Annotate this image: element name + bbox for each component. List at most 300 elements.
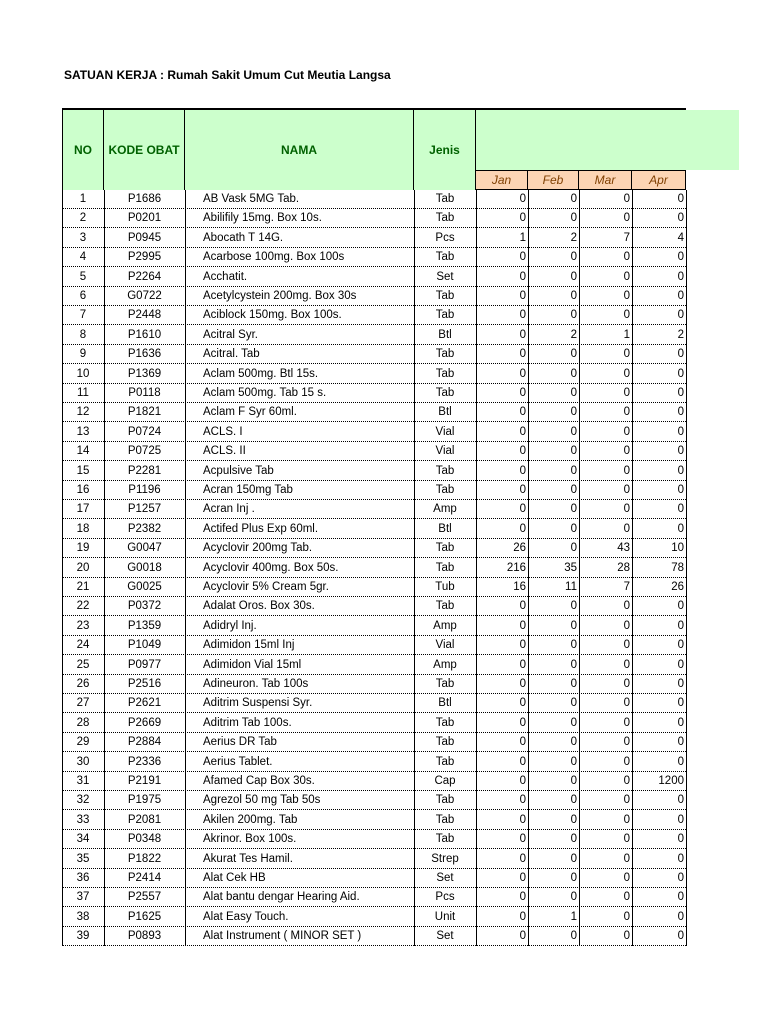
- row-jenis: Tab: [435, 542, 455, 555]
- row-nama: Adalat Oros. Box 30s.: [203, 600, 315, 613]
- row-jenis: Amp: [433, 658, 457, 671]
- row-no: 37: [76, 891, 90, 904]
- row-jenis: Tab: [435, 755, 455, 768]
- row-mar: 0: [623, 212, 630, 225]
- row-kode-obat: P1822: [127, 852, 162, 865]
- row-mar: 0: [623, 290, 630, 302]
- row-jan: 0: [519, 600, 526, 613]
- row-nama: Akurat Tes Hamil.: [203, 852, 293, 865]
- row-no: 13: [76, 425, 90, 438]
- row-kode-obat: P2382: [127, 522, 162, 535]
- row-no: 22: [76, 600, 90, 613]
- row-mar: 0: [623, 794, 630, 807]
- row-mar: 28: [617, 561, 630, 574]
- row-kode-obat: G0722: [127, 290, 162, 302]
- row-kode-obat: P2621: [127, 697, 162, 710]
- table-row: [62, 268, 686, 287]
- row-apr: 0: [677, 619, 684, 632]
- row-apr: 1200: [658, 775, 684, 787]
- row-jenis: Tab: [435, 387, 455, 399]
- row-kode-obat: P0348: [127, 833, 162, 846]
- month-apr: Apr: [632, 170, 686, 190]
- row-feb: 2: [570, 231, 577, 244]
- row-no: 15: [76, 464, 90, 477]
- row-apr: 0: [677, 910, 684, 923]
- row-jenis: Tab: [435, 678, 455, 690]
- row-jenis: Set: [436, 872, 454, 884]
- row-jan: 0: [519, 891, 526, 904]
- row-feb: 0: [570, 484, 577, 496]
- row-jenis: Btl: [438, 328, 452, 341]
- row-kode-obat: P2448: [127, 309, 162, 322]
- row-jan: 0: [519, 755, 526, 768]
- row-apr: 0: [677, 872, 684, 884]
- row-feb: 0: [570, 872, 577, 884]
- row-kode-obat: P2191: [127, 775, 162, 787]
- row-mar: 0: [623, 736, 630, 749]
- row-kode-obat: P1196: [128, 484, 161, 496]
- month-jan: Jan: [476, 170, 528, 190]
- row-nama: Acran 150mg Tab: [203, 484, 293, 496]
- row-jan: 0: [519, 387, 526, 399]
- row-feb: 0: [570, 697, 577, 710]
- row-jan: 0: [519, 484, 526, 496]
- row-jan: 26: [513, 542, 526, 555]
- row-feb: 0: [570, 736, 577, 749]
- table-row: [62, 694, 686, 713]
- row-apr: 2: [677, 328, 684, 341]
- row-no: 29: [76, 736, 90, 749]
- row-jan: 0: [519, 619, 526, 632]
- col-border: [686, 190, 687, 946]
- row-jan: 0: [519, 290, 526, 302]
- row-apr: 0: [677, 425, 684, 438]
- row-no: 17: [76, 503, 90, 516]
- row-no: 20: [76, 561, 90, 574]
- row-feb: 0: [570, 658, 577, 671]
- row-jenis: Amp: [433, 503, 457, 516]
- row-jenis: Tab: [435, 309, 455, 322]
- table-row: [62, 248, 686, 267]
- row-apr: 0: [677, 503, 684, 516]
- row-jan: 0: [519, 794, 526, 807]
- row-feb: 0: [570, 464, 577, 477]
- row-mar: 0: [623, 270, 630, 283]
- table-row: [62, 326, 686, 345]
- header-month-group: [476, 110, 739, 170]
- row-feb: 0: [570, 930, 577, 943]
- row-jan: 0: [519, 425, 526, 438]
- row-no: 10: [76, 367, 90, 380]
- row-mar: 0: [623, 503, 630, 516]
- row-mar: 0: [623, 406, 630, 419]
- row-mar: 0: [623, 484, 630, 496]
- row-kode-obat: P2336: [127, 755, 162, 768]
- row-mar: 1: [623, 328, 630, 341]
- table-row: [62, 365, 686, 384]
- row-nama: Akrinor. Box 100s.: [203, 833, 297, 846]
- row-nama: Afamed Cap Box 30s.: [203, 775, 315, 787]
- row-no: 3: [79, 231, 87, 244]
- row-no: 5: [79, 270, 87, 283]
- row-feb: 0: [570, 309, 577, 322]
- row-jan: 0: [519, 251, 526, 264]
- table-row: [62, 617, 686, 636]
- table-row: [62, 791, 686, 810]
- row-mar: 0: [623, 445, 630, 458]
- row-feb: 0: [570, 251, 577, 264]
- table-row: [62, 753, 686, 772]
- row-nama: Alat Cek HB: [203, 872, 266, 884]
- header-nama: NAMA: [185, 110, 414, 190]
- row-no: 27: [76, 697, 90, 710]
- row-feb: 0: [570, 619, 577, 632]
- header-kode-obat: KODE OBAT: [104, 110, 185, 190]
- row-mar: 0: [623, 619, 630, 632]
- table-row: [62, 714, 686, 733]
- row-no: 11: [77, 387, 89, 399]
- table-row: [62, 733, 686, 752]
- row-kode-obat: P2281: [127, 464, 162, 477]
- table-row: [62, 850, 686, 869]
- row-apr: 0: [677, 445, 684, 458]
- row-nama: ACLS. II: [203, 445, 246, 458]
- row-feb: 0: [570, 852, 577, 865]
- row-nama: Acetylcystein 200mg. Box 30s: [203, 290, 357, 302]
- row-nama: Acchatit.: [203, 270, 248, 283]
- row-jenis: Tab: [435, 193, 455, 205]
- row-jan: 0: [519, 503, 526, 516]
- row-no: 39: [76, 930, 90, 943]
- row-no: 35: [76, 852, 90, 865]
- row-jenis: Pcs: [435, 891, 455, 904]
- row-kode-obat: P0893: [127, 930, 162, 943]
- row-nama: Acitral. Tab: [203, 348, 260, 361]
- row-apr: 0: [677, 658, 684, 671]
- row-jan: 216: [506, 561, 526, 574]
- row-apr: 0: [677, 794, 684, 807]
- row-apr: 4: [677, 231, 684, 244]
- row-feb: 0: [570, 387, 577, 399]
- row-jenis: Tab: [435, 212, 455, 225]
- row-apr: 10: [671, 542, 684, 555]
- row-jenis: Tab: [435, 716, 455, 729]
- table-row: [62, 520, 686, 539]
- row-feb: 0: [570, 891, 577, 904]
- table-row: [62, 811, 686, 830]
- row-apr: 0: [677, 251, 684, 264]
- row-mar: 0: [623, 251, 630, 264]
- row-jenis: Tab: [435, 251, 455, 264]
- table-row: [62, 578, 686, 597]
- row-kode-obat: G0047: [127, 542, 162, 555]
- table-row: [62, 403, 686, 422]
- row-apr: 0: [677, 484, 684, 496]
- row-jan: 0: [519, 464, 526, 477]
- row-jenis: Strep: [431, 852, 459, 865]
- row-no: 8: [79, 328, 87, 341]
- row-nama: AB Vask 5MG Tab.: [203, 193, 300, 205]
- table-row: [62, 869, 686, 888]
- row-jan: 0: [519, 930, 526, 943]
- row-mar: 0: [623, 813, 630, 826]
- row-nama: Acyclovir 400mg. Box 50s.: [203, 561, 339, 574]
- row-apr: 0: [677, 348, 684, 361]
- row-mar: 0: [623, 522, 630, 535]
- row-jan: 0: [519, 193, 526, 205]
- row-jan: 0: [519, 212, 526, 225]
- row-apr: 0: [677, 716, 684, 729]
- row-feb: 0: [570, 775, 577, 787]
- table-row: [62, 423, 686, 442]
- row-jan: 0: [519, 813, 526, 826]
- row-nama: Acyclovir 5% Cream 5gr.: [203, 581, 329, 593]
- table-row: [62, 306, 686, 325]
- row-apr: 0: [677, 833, 684, 846]
- row-nama: Aditrim Suspensi Syr.: [203, 697, 313, 710]
- row-no: 31: [76, 775, 90, 787]
- row-no: 24: [76, 639, 90, 652]
- row-jenis: Set: [436, 930, 454, 943]
- row-nama: Agrezol 50 mg Tab 50s: [203, 794, 321, 807]
- row-nama: Alat bantu dengar Hearing Aid.: [203, 891, 360, 904]
- row-jenis: Vial: [435, 445, 455, 458]
- row-nama: Aclam 500mg. Tab 15 s.: [203, 387, 327, 399]
- row-feb: 0: [570, 639, 577, 652]
- row-mar: 0: [623, 852, 630, 865]
- row-kode-obat: P1359: [127, 619, 162, 632]
- table-row: [62, 908, 686, 927]
- row-jenis: Tab: [435, 600, 455, 613]
- row-no: 2: [79, 212, 87, 225]
- row-jan: 1: [519, 231, 526, 244]
- row-no: 16: [76, 484, 90, 496]
- row-kode-obat: P0945: [127, 231, 162, 244]
- table-row: [62, 888, 686, 907]
- row-nama: Acyclovir 200mg Tab.: [203, 542, 313, 555]
- row-mar: 7: [623, 231, 630, 244]
- row-kode-obat: P1049: [127, 639, 162, 652]
- row-jan: 0: [519, 639, 526, 652]
- row-kode-obat: P0118: [128, 387, 161, 399]
- row-feb: 0: [570, 522, 577, 535]
- row-mar: 0: [623, 755, 630, 768]
- row-no: 33: [76, 813, 90, 826]
- row-no: 6: [79, 290, 87, 302]
- table-row: [62, 209, 686, 228]
- row-jan: 0: [519, 406, 526, 419]
- row-mar: 0: [623, 658, 630, 671]
- row-nama: Adimidon 15ml Inj: [203, 639, 295, 652]
- row-mar: 0: [623, 678, 630, 690]
- row-feb: 0: [570, 678, 577, 690]
- month-mar: Mar: [579, 170, 632, 190]
- row-nama: Acarbose 100mg. Box 100s: [203, 251, 345, 264]
- row-no: 14: [76, 445, 90, 458]
- row-mar: 0: [623, 348, 630, 361]
- row-jan: 0: [519, 678, 526, 690]
- row-apr: 0: [677, 387, 684, 399]
- row-mar: 0: [623, 775, 630, 787]
- row-kode-obat: P1975: [127, 794, 162, 807]
- row-nama: Aclam F Syr 60ml.: [203, 406, 297, 419]
- row-apr: 0: [677, 270, 684, 283]
- row-apr: 0: [677, 678, 684, 690]
- row-nama: Aditrim Tab 100s.: [203, 716, 292, 729]
- row-feb: 0: [570, 445, 577, 458]
- row-jan: 0: [519, 775, 526, 787]
- row-feb: 0: [570, 406, 577, 419]
- row-feb: 0: [570, 813, 577, 826]
- row-apr: 0: [677, 406, 684, 419]
- row-jan: 0: [519, 872, 526, 884]
- row-jan: 0: [519, 736, 526, 749]
- row-mar: 0: [623, 872, 630, 884]
- row-kode-obat: P1821: [127, 406, 162, 419]
- table-row: [62, 772, 686, 791]
- row-jenis: Tab: [435, 290, 455, 302]
- row-nama: Adineuron. Tab 100s: [203, 678, 309, 690]
- row-apr: 0: [677, 309, 684, 322]
- row-nama: Actifed Plus Exp 60ml.: [203, 522, 319, 535]
- header-no: NO: [62, 110, 104, 190]
- row-jenis: Pcs: [435, 231, 455, 244]
- row-no: 21: [76, 581, 90, 593]
- row-jenis: Tab: [435, 813, 455, 826]
- row-kode-obat: P1257: [127, 503, 162, 516]
- table-row: [62, 462, 686, 481]
- row-jenis: Set: [436, 270, 454, 283]
- row-kode-obat: P2264: [127, 270, 162, 283]
- row-mar: 0: [623, 425, 630, 438]
- row-mar: 0: [623, 464, 630, 477]
- row-nama: Acitral Syr.: [203, 328, 258, 341]
- row-jenis: Tab: [435, 348, 455, 361]
- row-kode-obat: P2995: [127, 251, 162, 264]
- row-kode-obat: P0977: [127, 658, 162, 671]
- row-no: 7: [79, 309, 87, 322]
- row-jenis: Tab: [435, 367, 455, 380]
- row-kode-obat: P0372: [127, 600, 162, 613]
- row-nama: Abilifily 15mg. Box 10s.: [203, 212, 322, 225]
- row-jan: 0: [519, 270, 526, 283]
- row-jenis: Tab: [435, 833, 455, 846]
- row-feb: 0: [570, 716, 577, 729]
- row-no: 18: [76, 522, 90, 535]
- row-mar: 0: [623, 387, 630, 399]
- row-feb: 0: [570, 794, 577, 807]
- row-no: 19: [76, 542, 90, 555]
- month-feb: Feb: [528, 170, 579, 190]
- row-jan: 0: [519, 348, 526, 361]
- row-jenis: Tab: [435, 464, 455, 477]
- row-nama: Acran Inj .: [203, 503, 255, 516]
- row-nama: Aerius Tablet.: [203, 755, 273, 768]
- row-apr: 0: [677, 639, 684, 652]
- row-no: 32: [76, 794, 90, 807]
- row-no: 38: [76, 910, 90, 923]
- row-no: 9: [79, 348, 87, 361]
- row-feb: 2: [570, 328, 577, 341]
- row-jenis: Tab: [435, 794, 455, 807]
- row-feb: 0: [570, 212, 577, 225]
- row-jan: 0: [519, 522, 526, 535]
- row-no: 1: [79, 193, 87, 205]
- row-apr: 0: [677, 212, 684, 225]
- row-kode-obat: P1636: [127, 348, 162, 361]
- row-no: 26: [76, 678, 90, 690]
- row-feb: 0: [570, 600, 577, 613]
- row-mar: 0: [623, 697, 630, 710]
- row-jenis: Cap: [434, 775, 456, 787]
- row-jenis: Amp: [433, 619, 457, 632]
- row-jan: 0: [519, 309, 526, 322]
- row-nama: ACLS. I: [203, 425, 243, 438]
- row-mar: 0: [623, 930, 630, 943]
- table-row: [62, 539, 686, 558]
- row-kode-obat: P2516: [127, 678, 162, 690]
- row-apr: 0: [677, 852, 684, 865]
- row-nama: Aerius DR Tab: [203, 736, 277, 749]
- row-feb: 0: [570, 348, 577, 361]
- row-kode-obat: P1369: [127, 367, 162, 380]
- row-jan: 0: [519, 445, 526, 458]
- row-no: 12: [76, 406, 90, 419]
- row-apr: 0: [677, 464, 684, 477]
- row-nama: Adidryl Inj.: [203, 619, 257, 632]
- row-jan: 16: [513, 581, 526, 593]
- row-feb: 0: [570, 542, 577, 555]
- table-row: [62, 345, 686, 364]
- row-apr: 0: [677, 930, 684, 943]
- row-kode-obat: P1625: [127, 910, 162, 923]
- row-kode-obat: P2414: [127, 872, 162, 884]
- row-kode-obat: P1610: [127, 328, 162, 341]
- row-jenis: Tub: [435, 581, 455, 593]
- row-mar: 0: [623, 309, 630, 322]
- row-jenis: Tab: [435, 736, 455, 749]
- row-kode-obat: G0018: [127, 561, 162, 574]
- row-kode-obat: P1686: [127, 193, 162, 205]
- row-nama: Aclam 500mg. Btl 15s.: [203, 367, 319, 380]
- row-apr: 0: [677, 367, 684, 380]
- row-jan: 0: [519, 910, 526, 923]
- row-apr: 0: [677, 193, 684, 205]
- row-feb: 0: [570, 425, 577, 438]
- row-kode-obat: P0724: [127, 425, 162, 438]
- table-row: [62, 559, 686, 578]
- row-jan: 0: [519, 852, 526, 865]
- row-nama: Acpulsive Tab: [203, 464, 274, 477]
- table-row: [62, 927, 686, 946]
- row-apr: 78: [671, 561, 684, 574]
- row-feb: 0: [570, 833, 577, 846]
- row-jenis: Btl: [438, 406, 452, 419]
- row-apr: 0: [677, 891, 684, 904]
- row-feb: 0: [570, 270, 577, 283]
- row-jan: 0: [519, 716, 526, 729]
- row-kode-obat: G0025: [127, 581, 162, 593]
- row-apr: 0: [677, 755, 684, 768]
- row-mar: 0: [623, 891, 630, 904]
- header-jenis: Jenis: [414, 110, 476, 190]
- row-kode-obat: P0201: [127, 212, 162, 225]
- row-kode-obat: P2081: [127, 813, 162, 826]
- row-mar: 0: [623, 600, 630, 613]
- row-jenis: Vial: [435, 425, 455, 438]
- row-nama: Alat Easy Touch.: [203, 910, 289, 923]
- row-kode-obat: P2557: [127, 891, 162, 904]
